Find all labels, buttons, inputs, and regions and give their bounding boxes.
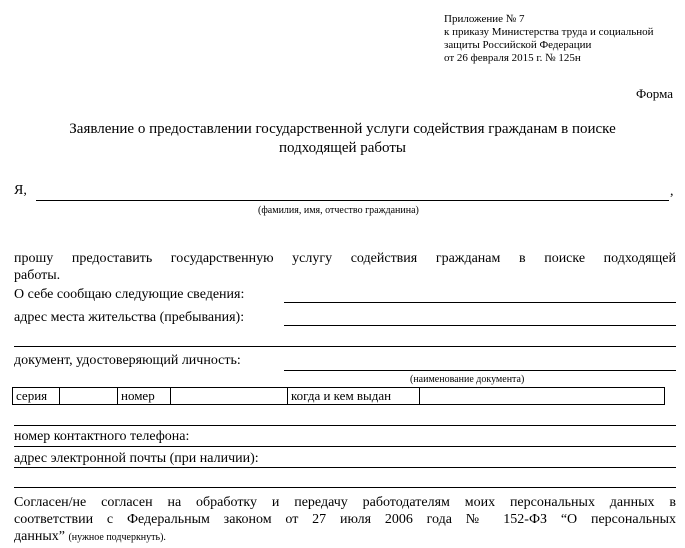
- issued-label: когда и кем выдан: [288, 388, 420, 405]
- consent-line-3: [14, 528, 676, 546]
- email-label: адрес электронной почты (при наличии):: [14, 451, 259, 466]
- issued-input[interactable]: [420, 388, 665, 405]
- applicant-suffix: ,: [670, 184, 674, 199]
- consent-line-2: соответствии с Федеральным законом от 27 июля 2006 года № 152-ФЗ “О персональных: [14, 512, 676, 527]
- id-document-table: [12, 387, 665, 405]
- title-line-1: Заявление о предоставлении государственной услуги содействия гражданам в поиске: [69, 121, 616, 137]
- annex-block: [444, 13, 654, 65]
- series-label: серия: [13, 388, 60, 405]
- form-label: Форма: [636, 86, 673, 101]
- email-field[interactable]: [14, 467, 676, 468]
- request-paragraph: [14, 250, 676, 284]
- id-document-hint: (наименование документа): [410, 374, 525, 385]
- consent-note: (нужное подчеркнуть).: [68, 532, 166, 543]
- document-title: [0, 120, 685, 158]
- phone-field[interactable]: [14, 446, 676, 447]
- id-document-field[interactable]: [284, 370, 676, 371]
- consent-line-1: Согласен/не согласен на обработку и передачу работодателям моих персональных данных в: [14, 495, 676, 510]
- number-label: номер: [118, 388, 171, 405]
- phone-label: номер контактного телефона:: [14, 429, 190, 444]
- address-field-continued[interactable]: [14, 346, 676, 347]
- consent-paragraph: [14, 494, 676, 546]
- id-document-row: [13, 388, 665, 405]
- applicant-name-field[interactable]: [36, 200, 669, 201]
- address-label: адрес места жительства (пребывания):: [14, 310, 245, 325]
- consent-line-3-text: данных”: [14, 529, 65, 544]
- number-input[interactable]: [171, 388, 288, 405]
- about-field[interactable]: [284, 302, 676, 303]
- id-document-label: документ, удостоверяющий личность:: [14, 353, 241, 368]
- about-label: О себе сообщаю следующие сведения:: [14, 287, 245, 302]
- applicant-prefix: Я,: [14, 183, 27, 198]
- applicant-name-hint: (фамилия, имя, отчество гражданина): [258, 205, 419, 216]
- annex-line-4: от 26 февраля 2015 г. № 125н: [444, 52, 581, 64]
- issued-field-continued[interactable]: [14, 425, 676, 426]
- request-line-2: работы.: [14, 268, 61, 283]
- address-field[interactable]: [284, 325, 676, 326]
- email-field-continued[interactable]: [14, 487, 676, 488]
- annex-line-3: защиты Российской Федерации: [444, 39, 592, 51]
- title-line-2: подходящей работы: [279, 140, 406, 156]
- request-line-1: прошу предоставить государственную услугу содействия гражданам в поиске подходящей: [14, 251, 676, 266]
- annex-line-1: Приложение № 7: [444, 13, 525, 25]
- series-input[interactable]: [60, 388, 118, 405]
- annex-line-2: к приказу Министерства труда и социальной: [444, 26, 654, 38]
